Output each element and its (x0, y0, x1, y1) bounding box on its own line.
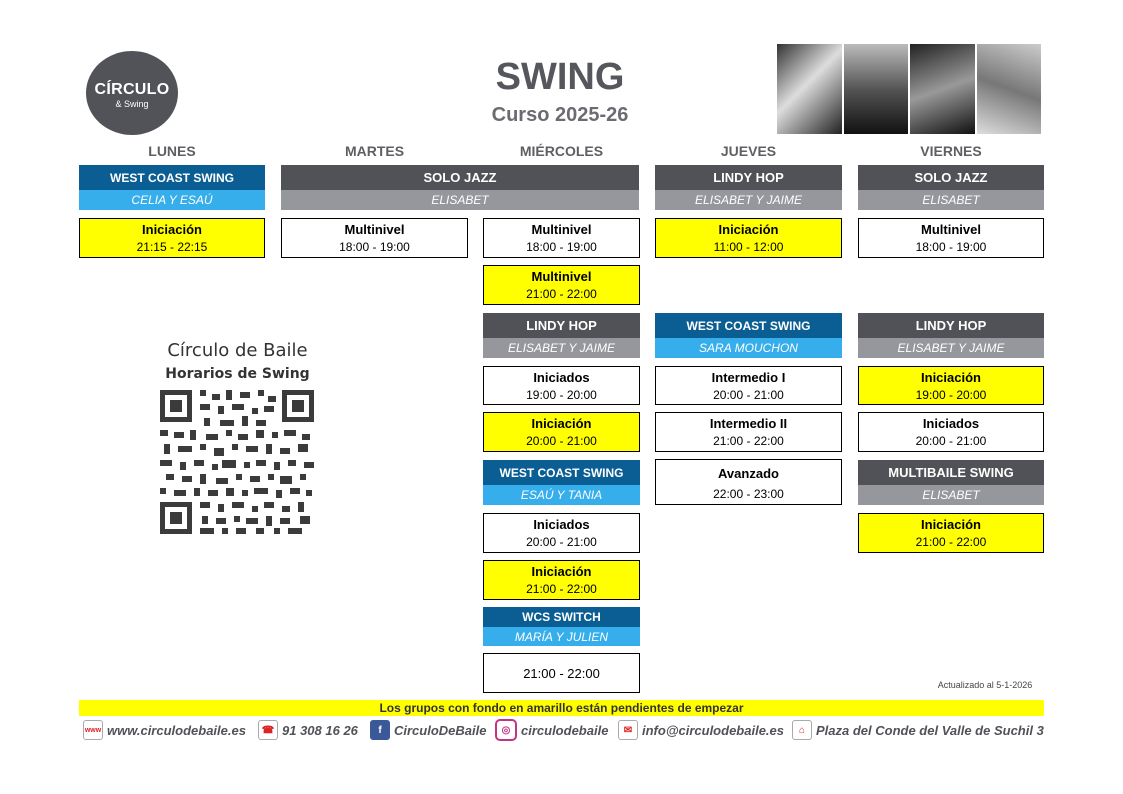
block-teacher: ELISABET Y JAIME (655, 190, 842, 210)
class-slot (483, 513, 640, 553)
class-slot (281, 218, 468, 258)
class-time: 21:00 - 22:00 (526, 582, 597, 596)
photo-4 (977, 44, 1042, 134)
page-subtitle: Curso 2025-26 (491, 104, 629, 126)
logo (86, 51, 178, 135)
facebook-icon: f (370, 720, 390, 740)
phone-link[interactable]: 91 308 16 26 (282, 722, 358, 738)
block-title: LINDY HOP (655, 165, 842, 190)
class-slot (483, 265, 640, 305)
web-link[interactable]: www.circulodebaile.es (107, 722, 246, 738)
updated-note: Actualizado al 5-1-2026 (937, 680, 1033, 690)
block-teacher: SARA MOUCHON (655, 338, 842, 358)
home-icon: ⌂ (792, 720, 812, 740)
day-thursday: JUEVES (720, 143, 777, 159)
class-slot (858, 218, 1044, 258)
block-title: SOLO JAZZ (281, 165, 639, 190)
class-time: 21:00 - 22:00 (523, 665, 600, 681)
block-teacher: ELISABET Y JAIME (483, 338, 640, 358)
class-slot (858, 412, 1044, 452)
block-title: WEST COAST SWING (483, 460, 640, 485)
class-level: Iniciación (718, 222, 779, 237)
class-level: Multinivel (531, 222, 592, 237)
photo-3 (910, 44, 975, 134)
class-level: Intermedio II (709, 416, 788, 431)
email-link[interactable]: info@circulodebaile.es (642, 722, 784, 738)
class-time: 21:00 - 22:00 (915, 535, 987, 549)
email-icon: ✉ (618, 720, 638, 740)
class-slot (79, 218, 265, 258)
class-slot (483, 218, 640, 258)
class-level: Iniciación (531, 416, 592, 431)
class-slot (655, 218, 842, 258)
instagram-link[interactable]: circulodebaile (521, 722, 609, 738)
day-friday: VIERNES (920, 143, 982, 159)
class-slot (483, 366, 640, 405)
footer-instagram[interactable] (495, 720, 608, 740)
class-time: 20:00 - 21:00 (526, 434, 597, 448)
class-level: Iniciación (531, 564, 592, 579)
class-time: 18:00 - 19:00 (915, 240, 987, 254)
footer-web[interactable] (83, 720, 246, 740)
class-slot (858, 366, 1044, 405)
class-level: Iniciados (533, 370, 590, 385)
class-slot (655, 412, 842, 452)
block-title: MULTIBAILE SWING (858, 460, 1044, 485)
day-tuesday: MARTES (344, 143, 405, 159)
class-level: Iniciación (921, 517, 981, 532)
class-time: 20:00 - 21:00 (713, 388, 784, 402)
qr-title: Círculo de Baile (167, 340, 308, 361)
qr-subtitle: Horarios de Swing (165, 366, 310, 382)
block-teacher: ESAÚ Y TANIA (483, 485, 640, 505)
class-slot (655, 459, 842, 505)
instagram-icon: ◎ (495, 719, 517, 741)
class-time: 11:00 - 12:00 (713, 240, 784, 254)
class-level: Iniciación (921, 370, 981, 385)
class-slot (483, 412, 640, 452)
day-wednesday: MIÉRCOLES (519, 143, 604, 159)
block-teacher: ELISABET (281, 190, 639, 210)
class-time: 19:00 - 20:00 (915, 388, 987, 402)
photo-1 (777, 44, 842, 134)
class-level: Intermedio I (711, 370, 786, 385)
class-level: Iniciación (142, 222, 202, 237)
class-level: Avanzado (718, 466, 779, 481)
class-time: 18:00 - 19:00 (526, 240, 597, 254)
block-title: WCS SWITCH (483, 607, 640, 627)
class-time: 20:00 - 21:00 (526, 535, 597, 549)
logo-subtext: & Swing (115, 99, 149, 109)
block-title: WEST COAST SWING (79, 165, 265, 190)
facebook-link[interactable]: CirculoDeBaile (394, 722, 487, 738)
class-time: 21:15 - 22:15 (136, 240, 208, 254)
block-title: WEST COAST SWING (655, 313, 842, 338)
block-teacher: ELISABET (858, 190, 1044, 210)
class-slot (483, 560, 640, 600)
photo-2 (844, 44, 909, 134)
block-teacher: MARÍA Y JULIEN (483, 627, 640, 646)
class-level: Iniciados (922, 416, 980, 431)
class-level: Multinivel (921, 222, 981, 237)
footer-address (792, 720, 1044, 740)
address-text: Plaza del Conde del Valle de Suchil 3 (816, 722, 1044, 738)
teacher-photos (777, 44, 1041, 134)
pending-banner: Los grupos con fondo en amarillo están pendientes de empezar (79, 700, 1044, 716)
block-title: SOLO JAZZ (858, 165, 1044, 190)
class-time: 21:00 - 22:00 (713, 434, 784, 448)
page-title: SWING (495, 56, 625, 98)
block-teacher: ELISABET (858, 485, 1044, 505)
footer-facebook[interactable] (370, 720, 486, 740)
block-teacher: ELISABET Y JAIME (858, 338, 1044, 358)
class-slot (858, 513, 1044, 553)
class-slot (483, 653, 640, 693)
class-time: 19:00 - 20:00 (526, 388, 597, 402)
block-title: LINDY HOP (858, 313, 1044, 338)
block-title: LINDY HOP (483, 313, 640, 338)
footer-phone[interactable] (258, 720, 358, 740)
class-time: 22:00 - 23:00 (713, 487, 784, 501)
footer-email[interactable] (618, 720, 784, 740)
class-slot (655, 366, 842, 405)
phone-icon: ☎ (258, 720, 278, 740)
class-level: Multinivel (344, 222, 405, 237)
class-time: 21:00 - 22:00 (526, 287, 597, 301)
class-time: 20:00 - 21:00 (915, 434, 987, 448)
qr-code[interactable] (160, 390, 314, 534)
day-monday: LUNES (148, 143, 196, 159)
block-teacher: CELIA Y ESAÚ (79, 190, 265, 210)
logo-text: CÍRCULO (94, 81, 170, 98)
class-time: 18:00 - 19:00 (339, 240, 410, 254)
class-level: Multinivel (531, 269, 592, 284)
web-icon: www (83, 720, 103, 740)
class-level: Iniciados (533, 517, 590, 532)
